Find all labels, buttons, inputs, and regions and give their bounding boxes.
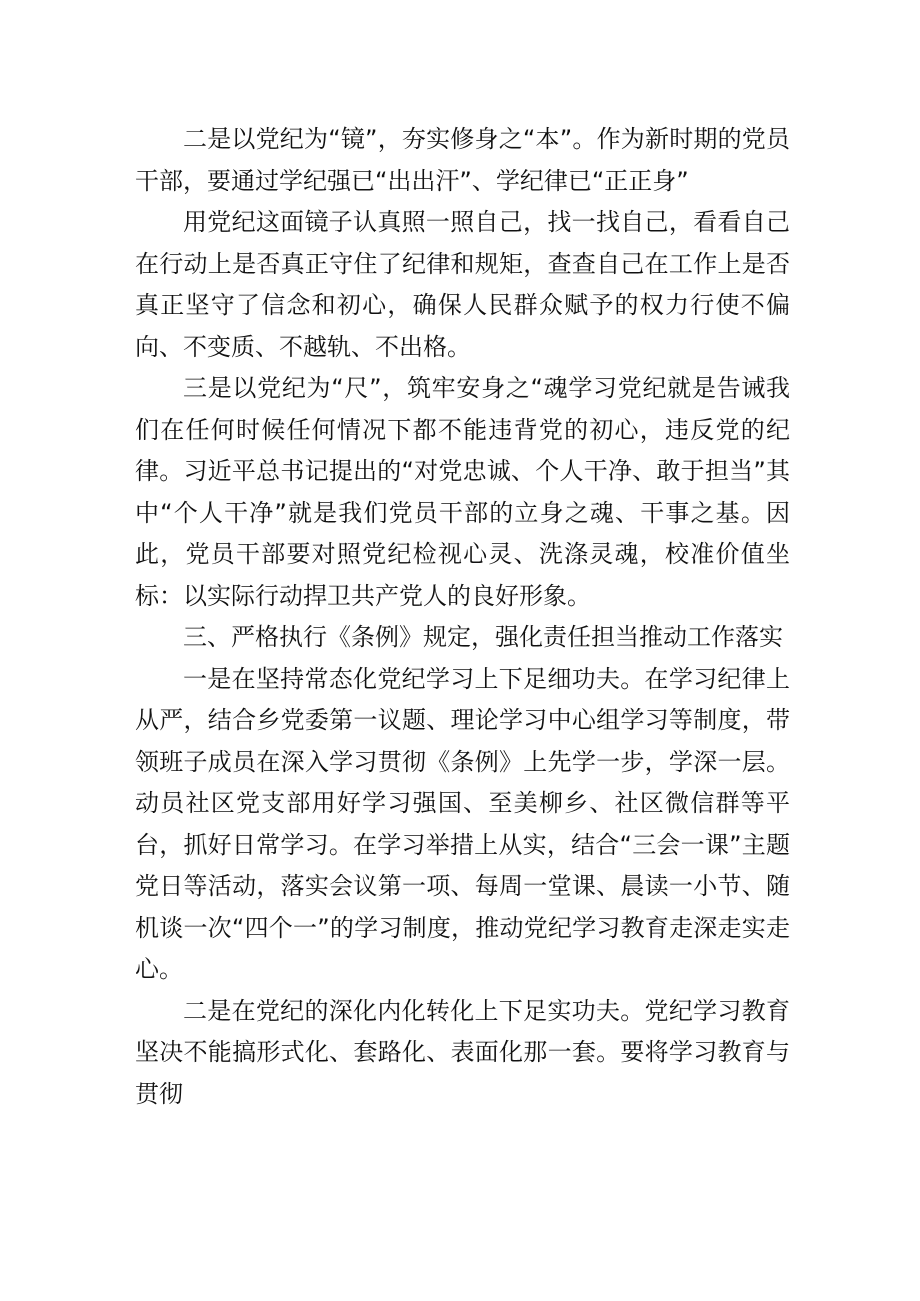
- paragraph-self-examination: 用党纪这面镜子认真照一照自己，找一找自己，看看自己在行动上是否真正守住了纪律和规矩，查查自己在工作上是否真正坚守了信念和初心，确保人民群众赋予的权力行使不偏向、不变质、不越轨、不出格。: [135, 208, 790, 361]
- paragraph-regular-study: 一是在坚持常态化党纪学习上下足细功夫。在学习纪律上从严，结合乡党委第一议题、理论学习中心组学习等制度，带领班子成员在深入学习贯彻《条例》上先学一步，学深一层。动员社区党支部用好学习强国、至美柳乡、社区微信群等平台，抓好日常学习。在学习举措上从实，结合“三会一课”主题党日等活动，落实会议第一项、每周一堂课、晨读一小节、随机谈一次“四个一”的学习制度，推动党纪学习教育走深走实走心。: [135, 664, 790, 983]
- paragraph-mirror-discipline: 二是以党纪为“镜”，夯实修身之“本”。作为新时期的党员干部，要通过学纪强已“出出汗”、学纪律已“正正身”: [135, 125, 790, 195]
- paragraph-ruler-discipline: 三是以党纪为“尺”，筑牢安身之“魂学习党纪就是告诫我们在任何时候任何情况下都不能违背党的初心，违反党的纪律。习近平总书记提出的“对党忠诚、个人干净、敢于担当”其中“个人干净”就是我们党员干部的立身之魂、干事之基。因此，党员干部要对照党纪检视心灵、洗涤灵魂，校准价值坐标：以实际行动捍卫共产党人的良好形象。: [135, 374, 790, 610]
- paragraph-internalization: 二是在党纪的深化内化转化上下足实功夫。党纪学习教育坚决不能搞形式化、套路化、表面化那一套。要将学习教育与贯彻: [135, 996, 790, 1108]
- document-body: [135, 119, 790, 1115]
- section-heading-three: 三、严格执行《条例》规定，强化责任担当推动工作落实: [183, 623, 783, 651]
